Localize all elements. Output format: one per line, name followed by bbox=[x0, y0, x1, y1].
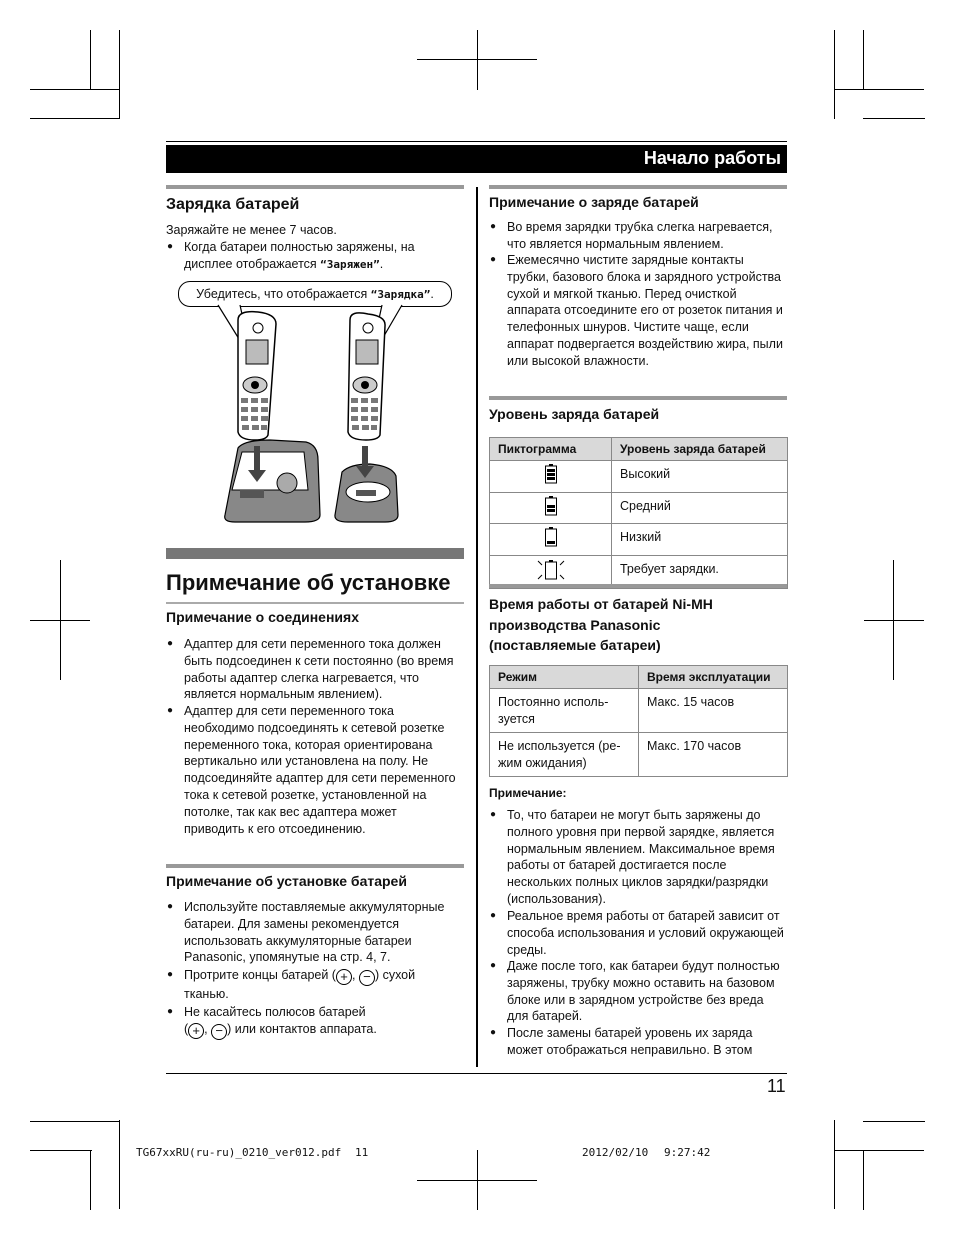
runtime-table bbox=[489, 665, 788, 777]
section-header bbox=[166, 145, 787, 173]
runtime-col-time: Время эксплуатации bbox=[639, 666, 788, 689]
level-row-label: Средний bbox=[612, 492, 788, 524]
note-bullet-2: ● Реальное время работы от батарей зависит от способа использования и условий окружающей среды. bbox=[489, 908, 787, 958]
footer-page: 11 bbox=[355, 1146, 369, 1159]
base-unit-icon bbox=[225, 440, 320, 522]
footer-date: 2012/02/10 bbox=[582, 1146, 649, 1159]
runtime-mode: Постоянно исполь-зуется bbox=[490, 689, 639, 733]
section-title: Начало работы bbox=[643, 148, 781, 168]
footer-file: TG67xxRU(ru-ru)_0210_ver012.pdf bbox=[136, 1146, 342, 1159]
battery-level-table bbox=[489, 437, 788, 589]
plus-terminal-icon: + bbox=[188, 1023, 204, 1039]
charging-title: Зарядка батарей bbox=[166, 196, 300, 213]
note-bullet-4: ● После замены батарей уровень их заряда может отображаться неправильно. В этом bbox=[489, 1025, 787, 1059]
battery-install-bullet-1: ● Используйте поставляемые аккумуляторные батареи. Для замены рекомендуется использовать аккумуляторные батареи Panasonic, упомянутые на стр. 4, 7. bbox=[166, 899, 459, 966]
runtime-time: Макс. 170 часов bbox=[639, 733, 788, 777]
handset-right-icon bbox=[348, 313, 385, 440]
note-bullet-1: ● То, что батареи не могут быть заряжены до полного уровня при первой зарядке, является нормальным явлением. Максимальное время работы от батарей достигается после нескольких полных циклов зарядки/разрядки (использования). bbox=[489, 807, 787, 908]
battery-medium-icon bbox=[490, 492, 612, 524]
footer-time: 9:27:42 bbox=[664, 1146, 711, 1159]
handsets-charging-illustration bbox=[210, 300, 410, 530]
level-row-label: Низкий bbox=[612, 524, 788, 556]
connections-bullet-2: ● Адаптер для сети переменного тока необходимо подсоединять к сетевой розетке переменного тока, которая ориентирована вертикально или установлена на полу. Не подсоединяйте адаптер для сети переменного тока к сетевой розетке, установленной на потолке, так как вес адаптера может приводить к его отсоединению. bbox=[166, 703, 459, 837]
note-title: Примечание: bbox=[489, 786, 567, 800]
runtime-title: Время работы от батарей Ni-MH производства Panasonic (поставляемые батареи) bbox=[489, 596, 713, 653]
minus-terminal-icon: − bbox=[211, 1024, 227, 1040]
page-number: 11 bbox=[767, 1076, 786, 1096]
level-col-level: Уровень заряда батарей bbox=[612, 438, 788, 461]
battery-install-title: Примечание об установке батарей bbox=[166, 873, 407, 889]
minus-terminal-icon: − bbox=[359, 970, 375, 986]
runtime-col-mode: Режим bbox=[490, 666, 639, 689]
charge-note-title: Примечание о заряде батарей bbox=[489, 194, 699, 210]
charging-callout: Убедитесь, что отображается “Зарядка”. bbox=[178, 281, 452, 307]
level-col-icon: Пиктограмма bbox=[490, 438, 612, 461]
level-title: Уровень заряда батарей bbox=[489, 406, 660, 422]
level-row-label: Высокий bbox=[612, 461, 788, 493]
charging-intro: Заряжайте не менее 7 часов. bbox=[166, 223, 337, 237]
handset-left-icon bbox=[238, 312, 276, 440]
battery-low-icon bbox=[490, 524, 612, 556]
connections-title: Примечание о соединениях bbox=[166, 609, 359, 625]
battery-install-bullet-2: ● Протрите концы батарей ( + , − ) сухой тканью. bbox=[166, 967, 459, 1003]
connections-bullet-1: ● Адаптер для сети переменного тока должен быть подсоединен к сети постоянно (во время работы адаптер слегка нагревается, что является нормальным явлением). bbox=[166, 636, 459, 703]
runtime-time: Макс. 15 часов bbox=[639, 689, 788, 733]
install-title: Примечание об установке bbox=[166, 570, 451, 595]
level-row-label: Требует зарядки. bbox=[612, 555, 788, 589]
plus-terminal-icon: + bbox=[336, 969, 352, 985]
charge-note-bullet-1: ● Во время зарядки трубка слегка нагревается, что является нормальным явлением. bbox=[489, 219, 787, 253]
charging-bullet: ● Когда батареи полностью заряжены, на дисплее отображается “Заряжен”. bbox=[166, 239, 459, 274]
battery-full-icon bbox=[490, 461, 612, 493]
charge-note-bullet-2: ● Ежемесячно чистите зарядные контакты трубки, базового блока и зарядного устройства сухой и мягкой тканью. Перед очисткой аппарата отсоедините его от розеток питания и телефонных шнуров. Чистите чаще, если аппарат подвергается воздействию жира, пыли или высокой влажности. bbox=[489, 252, 787, 370]
battery-install-bullet-3: ● Не касайтесь полюсов батарей ( + , − ) или контактов аппарата. bbox=[166, 1004, 459, 1040]
runtime-mode: Не используется (ре-жим ожидания) bbox=[490, 733, 639, 777]
note-bullet-3: ● Даже после того, как батареи будут полностью заряжены, трубку можно оставить на базовом блоке или в зарядном устройстве без вреда для батарей. bbox=[489, 958, 787, 1025]
